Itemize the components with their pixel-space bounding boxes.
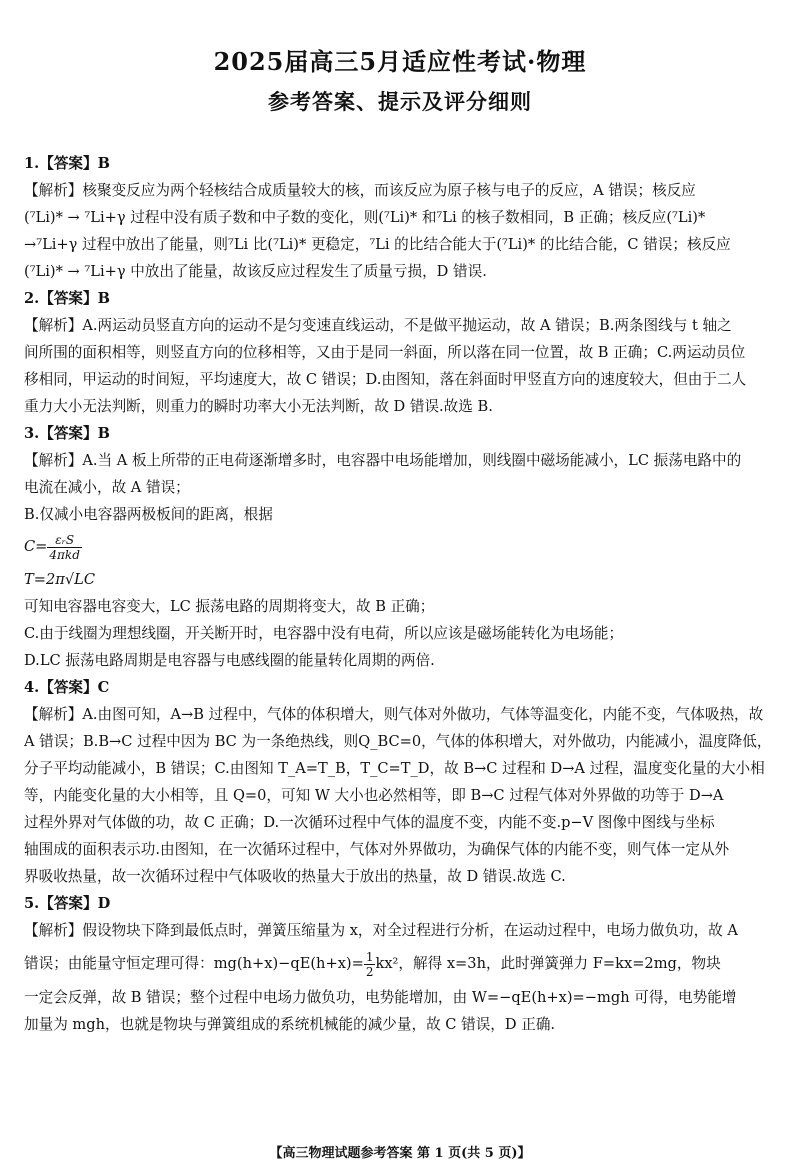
q1-line: (⁷Li)* → ⁷Li+γ 过程中没有质子数和中子数的变化，则(⁷Li)* 和⁷Li 的核子数相同，B 正确；核反应(⁷Li)*	[24, 209, 706, 226]
q5-line: 一定会反弹，故 B 错误；整个过程中电场力做负功，电势能增加，由 W=−qE(h+x)=−mgh 可得，电势能增	[24, 989, 737, 1006]
q4-line: 轴围成的面积表示功.由图知，在一次循环过程中，气体对外界做功，为确保气体的内能不变，则气体一定从外	[24, 841, 730, 858]
q4-line: 过程外界对气体做的功，故 C 正确；D.一次循环过程中气体的温度不变，内能不变.p−V 图像中图线与坐标	[24, 814, 715, 831]
q4-line: 【解析】A.由图可知，A→B 过程中，气体的体积增大，则气体对外做功，气体等温变化，内能不变，气体吸热，故	[24, 706, 764, 723]
formula-c-numerator: εᵣS	[47, 533, 81, 548]
formula-c-denominator: 4πkd	[49, 547, 80, 562]
q1-line: 【解析】核聚变反应为两个轻核结合成质量较大的核，而该反应为原子核与电子的反应，A 错误；核反应	[24, 182, 696, 199]
q5-fraction-numerator: 1	[365, 949, 374, 964]
q3-line: C.由于线圈为理想线圈，开关断开时，电容器中没有电荷，所以应该是磁场能转化为电场能；	[24, 625, 624, 642]
q4-line: 分子平均动能减小，B 错误；C.由图知 T_A=T_B，T_C=T_D，故 B→C 过程和 D→A 过程，温度变化量的大小相	[24, 760, 765, 777]
q1-line: (⁷Li)* → ⁷Li+γ 中放出了能量，故该反应过程发生了质量亏损，D 错误.	[24, 263, 487, 280]
q5-equation-pre: 错误；由能量守恒定理可得：mg(h+x)−qE(h+x)=	[24, 955, 364, 972]
q3-line: 【解析】A.当 A 板上所带的正电荷逐渐增多时，电容器中电场能增加，则线圈中磁场能减小，LC 振荡电路中的	[24, 452, 742, 469]
q4-line: 等，内能变化量的大小相等，且 Q=0，可知 W 大小也必然相等，即 B→C 过程气体对外界做的功等于 D→A	[24, 787, 724, 804]
q2-line: 【解析】A.两运动员竖直方向的运动不是匀变速直线运动，不是做平抛运动，故 A 错误；B.两条图线与 t 轴之	[24, 317, 732, 334]
answer-content	[24, 150, 784, 1038]
q1-answer: 1.【答案】B	[24, 155, 110, 172]
page-footer: 【高三物理试题参考答案 第 1 页(共 5 页)】	[269, 1146, 531, 1161]
q3-line: 可知电容器电容变大，LC 振荡电路的周期将变大，故 B 正确；	[24, 598, 435, 615]
capacitance-formula	[24, 528, 784, 566]
q2-line: 间所围的面积相等，则竖直方向的位移相等，又由于是同一斜面，所以落在同一位置，故 B 正确；C.两运动员位	[24, 344, 746, 361]
q5-answer: 5.【答案】D	[24, 895, 111, 912]
q5-equation-fraction	[364, 950, 376, 979]
formula-c-left: C=	[24, 538, 48, 555]
q4-answer: 4.【答案】C	[24, 679, 110, 696]
q5-equation-post: kx²，解得 x=3h，此时弹簧弹力 F=kx=2mg，物块	[375, 955, 721, 972]
formula-c-fraction	[47, 533, 81, 562]
period-formula: T=2π√LC	[24, 571, 95, 588]
q3-line: D.LC 振荡电路周期是电容器与电感线圈的能量转化周期的两倍.	[24, 652, 435, 669]
q3-line: 电流在减小，故 A 错误；	[24, 479, 190, 496]
q3-answer: 3.【答案】B	[24, 425, 110, 442]
q2-line: 重力大小无法判断，则重力的瞬时功率大小无法判断，故 D 错误.故选 B.	[24, 398, 493, 415]
page-subtitle: 参考答案、提示及评分细则	[268, 89, 532, 114]
q2-line: 移相同，甲运动的时间短，平均速度大，故 C 错误；D.由图知，落在斜面时甲竖直方向的速度较大，但由于二人	[24, 371, 747, 388]
q4-line: 界吸收热量，故一次循环过程中气体吸收的热量大于放出的热量，故 D 错误.故选 C.	[24, 868, 566, 885]
page-title: 2025届高三5月适应性考试·物理	[213, 47, 587, 76]
q3-line: B.仅减小电容器两极板间的距离，根据	[24, 506, 273, 523]
q4-line: A 错误；B.B→C 过程中因为 BC 为一条绝热线，则Q_BC=0，气体的体积增大，对外做功，内能减小，温度降低，	[24, 733, 772, 750]
q2-answer: 2.【答案】B	[24, 290, 110, 307]
q5-line: 加量为 mgh，也就是物块与弹簧组成的系统机械能的减少量，故 C 错误，D 正确.	[24, 1016, 556, 1033]
q5-fraction-denominator: 2	[365, 964, 374, 979]
q5-line: 【解析】假设物块下降到最低点时，弹簧压缩量为 x，对全过程进行分析，在运动过程中，电场力做负功，故 A	[24, 922, 738, 939]
q5-equation-line	[24, 944, 784, 984]
q1-line: →⁷Li+γ 过程中放出了能量，则⁷Li 比(⁷Li)* 更稳定，⁷Li 的比结合能大于(⁷Li)* 的比结合能，C 错误；核反应	[24, 236, 731, 253]
